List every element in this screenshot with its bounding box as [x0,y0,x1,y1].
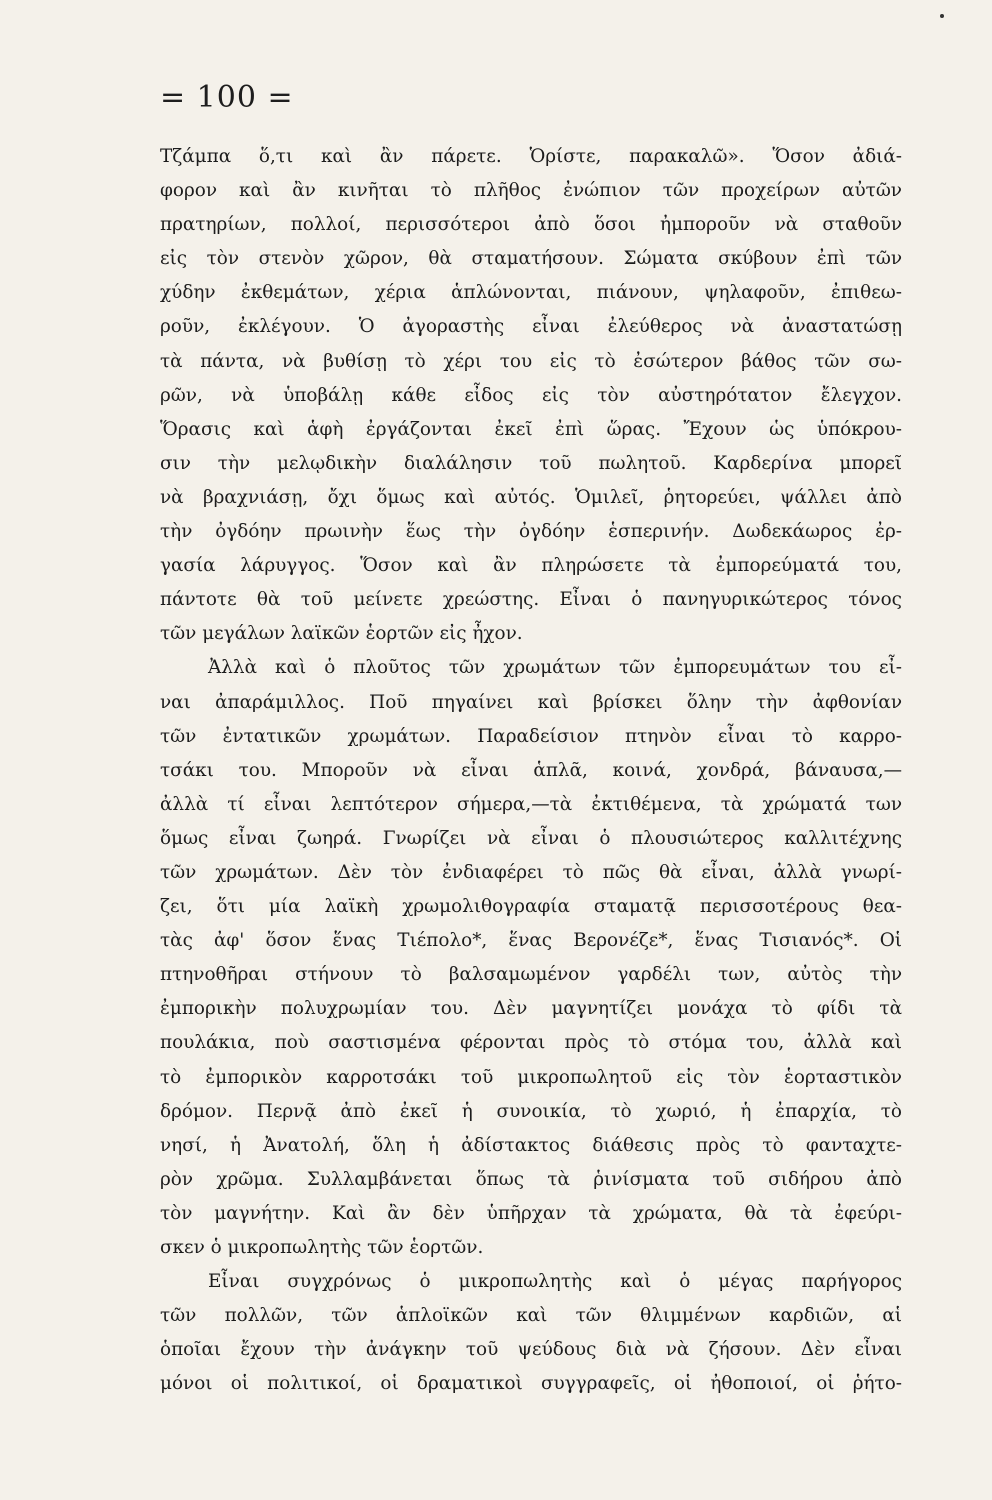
text-line: δρόμον. Περνᾷ ἀπὸ ἐκεῖ ἡ συνοικία, τὸ χωριό, ἡ ἐπαρχία, τὸ [160,1100,902,1122]
text-line: πτηνοθῆραι στήνουν τὸ βαλσαμωμένον γαρδέλι των, αὐτὸς τὴν [160,964,902,986]
text-line: πρατηρίων, πολλοί, περισσότεροι ἀπὸ ὅσοι ἠμποροῦν νὰ σταθοῦν [160,214,902,236]
text-line: τὰ πάντα, νὰ βυθίσῃ τὸ χέρι του εἰς τὸ ἐσώτερον βάθος τῶν σω- [160,350,902,372]
text-line: τὰς ἀφ' ὅσον ἕνας Τιέπολο*, ἕνας Βερονέζε*, ἕνας Τισιανός*. Οἱ [160,930,902,952]
text-line: ρὸν χρῶμα. Συλλαμβάνεται ὅπως τὰ ῥινίσματα τοῦ σιδήρου ἀπὸ [160,1168,902,1190]
text-line: τῶν ἐντατικῶν χρωμάτων. Παραδείσιον πτηνὸν εἶναι τὸ καρρο- [160,725,902,747]
text-line: ἀλλὰ τί εἶναι λεπτότερον σήμερα,—τὰ ἐκτιθέμενα, τὰ χρώματά των [160,793,902,815]
text-line: τὸ ἐμπορικὸν καρροτσάκι τοῦ μικροπωλητοῦ εἰς τὸν ἑορταστικὸν [160,1066,902,1088]
text-line: ὅμως εἶναι ζωηρά. Γνωρίζει νὰ εἶναι ὁ πλουσιώτερος καλλιτέχνης [160,827,902,849]
text-line: τῶν χρωμάτων. Δὲν τὸν ἐνδιαφέρει τὸ πῶς θὰ εἶναι, ἀλλὰ γνωρί- [160,861,902,883]
text-line: νησί, ἡ Ἀνατολή, ὅλη ἡ ἀδίστακτος διάθεσις πρὸς τὸ φανταχτε- [160,1134,902,1156]
text-line: ἐμπορικὴν πολυχρωμίαν του. Δὲν μαγνητίζει μονάχα τὸ φίδι τὰ [160,998,902,1020]
text-line: ρῶν, νὰ ὑποβάλῃ κάθε εἶδος εἰς τὸν αὐστηρότατον ἔλεγχον. [160,384,902,406]
text-line: χύδην ἐκθεμάτων, χέρια ἁπλώνονται, πιάνουν, ψηλαφοῦν, ἐπιθεω- [160,282,902,304]
text-line: νὰ βραχνιάσῃ, ὄχι ὅμως καὶ αὐτός. Ὁμιλεῖ, ῥητορεύει, ψάλλει ἀπὸ [160,486,902,508]
text-line: πουλάκια, ποὺ σαστισμένα φέρονται πρὸς τὸ στόμα του, ἀλλὰ καὶ [160,1032,902,1054]
text-line: ροῦν, ἐκλέγουν. Ὁ ἀγοραστὴς εἶναι ἐλεύθερος νὰ ἀναστατώσῃ [160,316,902,338]
text-line: ναι ἀπαράμιλλος. Ποῦ πηγαίνει καὶ βρίσκει ὅλην τὴν ἀφθονίαν [160,691,902,713]
text-line: Ὅρασις καὶ ἁφὴ ἐργάζονται ἐκεῖ ἐπὶ ὥρας. Ἔχουν ὡς ὑπόκρου- [160,418,902,440]
text-line: γασία λάρυγγος. Ὅσον καὶ ἂν πληρώσετε τὰ ἐμπορεύματά του, [160,555,902,577]
text-line: ζει, ὅτι μία λαϊκὴ χρωμολιθογραφία σταματᾷ περισσοτέρους θεα- [160,896,902,918]
ink-speck [940,14,944,18]
text-line: μόνοι οἱ πολιτικοί, οἱ δραματικοὶ συγγραφεῖς, οἱ ἠθοποιοί, οἱ ῥήτο- [160,1373,902,1395]
text-line: ὁποῖαι ἔχουν τὴν ἀνάγκην τοῦ ψεύδους διὰ νὰ ζήσουν. Δὲν εἶναι [160,1339,902,1361]
text-line: εἰς τὸν στενὸν χῶρον, θὰ σταματήσουν. Σώματα σκύβουν ἐπὶ τῶν [160,248,902,270]
text-line: τῶν πολλῶν, τῶν ἁπλοϊκῶν καὶ τῶν θλιμμένων καρδιῶν, αἱ [160,1305,902,1327]
page-number-header: = 100 = [160,80,294,115]
text-line: τῶν μεγάλων λαϊκῶν ἑορτῶν εἰς ἦχον. [160,623,523,645]
text-line: πάντοτε θὰ τοῦ μείνετε χρεώστης. Εἶναι ὁ πανηγυρικώτερος τόνος [160,589,902,611]
text-line: σιν τὴν μελῳδικὴν διαλάλησιν τοῦ πωλητοῦ. Καρδερίνα μπορεῖ [160,452,902,474]
text-line: τὸν μαγνήτην. Καὶ ἂν δὲν ὑπῆρχαν τὰ χρώματα, θὰ τὰ ἐφεύρι- [160,1202,902,1224]
body-text [160,140,902,1401]
text-line: Εἶναι συγχρόνως ὁ μικροπωλητὴς καὶ ὁ μέγας παρήγορος [208,1271,902,1293]
text-line: τσάκι του. Μποροῦν νὰ εἶναι ἁπλᾶ, κοινά, χονδρά, βάναυσα,— [160,759,902,781]
text-line: Τζάμπα ὅ,τι καὶ ἂν πάρετε. Ὁρίστε, παρακαλῶ». Ὅσον ἀδιά- [160,146,902,167]
text-line: τὴν ὀγδόην πρωινὴν ἕως τὴν ὀγδόην ἑσπερινήν. Δωδεκάωρος ἐρ- [160,521,902,543]
text-line: Ἀλλὰ καὶ ὁ πλοῦτος τῶν χρωμάτων τῶν ἐμπορευμάτων του εἶ- [208,657,902,679]
text-line: σκεν ὁ μικροπωλητὴς τῶν ἑορτῶν. [160,1237,484,1258]
text-line: φορον καὶ ἂν κινῆται τὸ πλῆθος ἐνώπιον τῶν προχείρων αὐτῶν [160,180,902,202]
